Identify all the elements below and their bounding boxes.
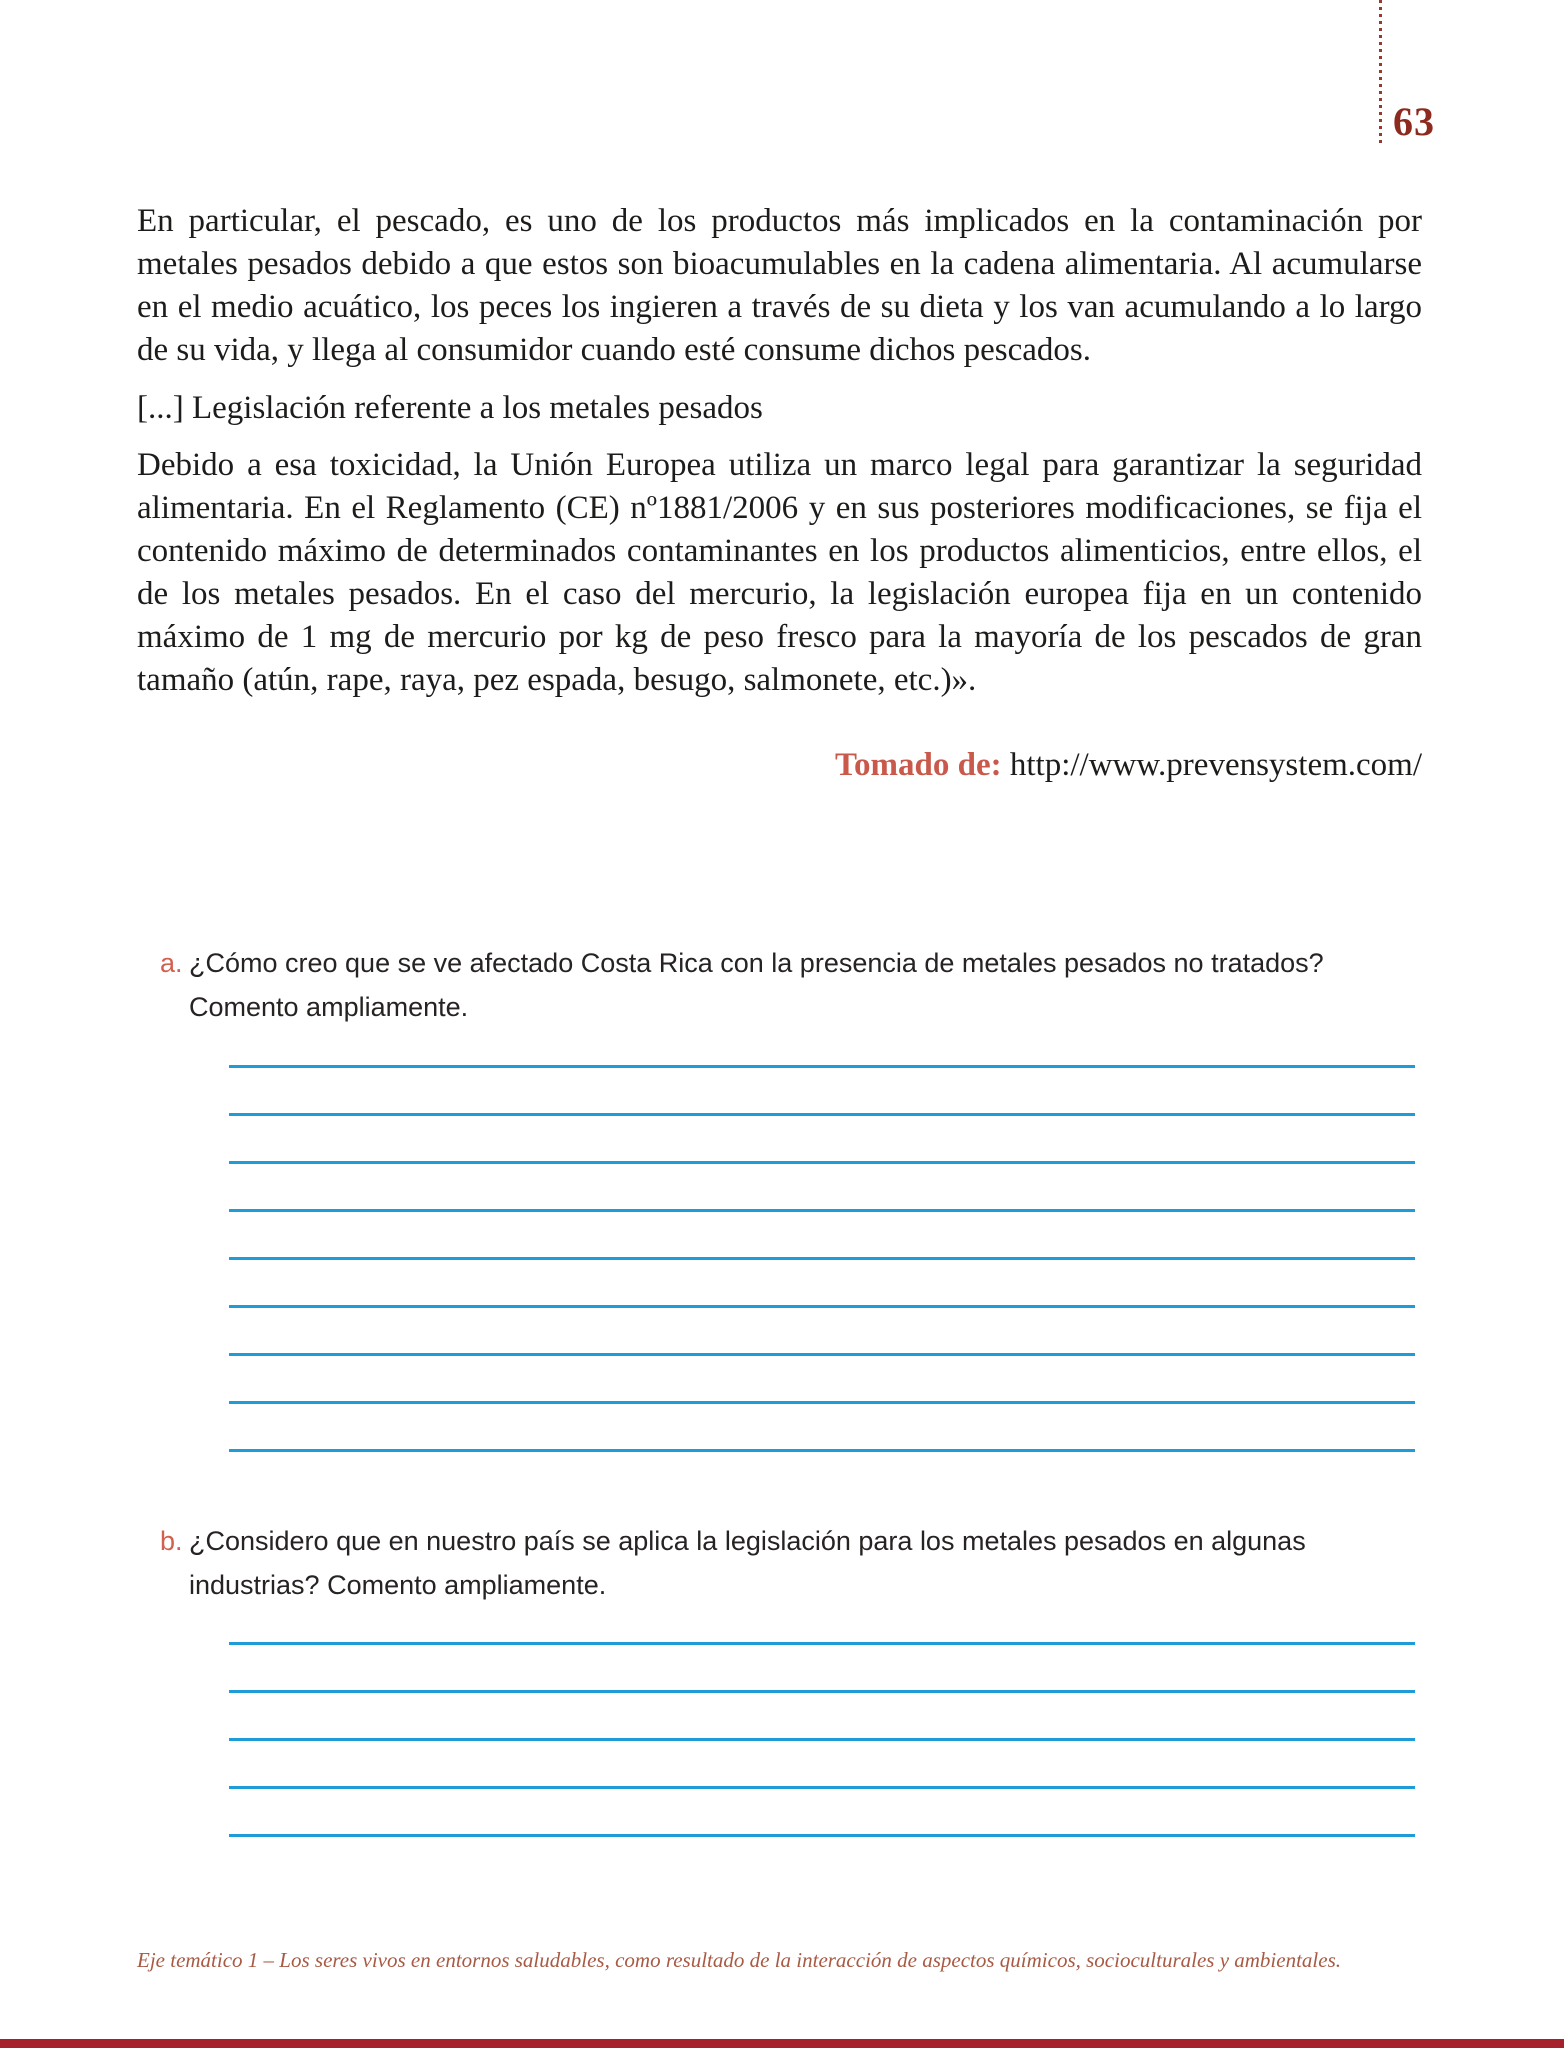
- answer-line: [229, 1212, 1415, 1260]
- answer-line: [229, 1404, 1415, 1452]
- answer-lines-b: [229, 1597, 1415, 1837]
- answer-line: [229, 1020, 1415, 1068]
- source-attribution: [137, 744, 1422, 787]
- answer-line: [229, 1308, 1415, 1356]
- answer-line: [229, 1789, 1415, 1837]
- source-url-link[interactable]: http://www.prevensystem.com/: [1009, 747, 1422, 783]
- question-a-text: ¿Cómo creo que se ve afectado Costa Rica con la presencia de metales pesados no tratados? Comento ampliamente.: [189, 948, 1324, 1022]
- answer-line: [229, 1356, 1415, 1404]
- article-paragraph-2: Debido a esa toxicidad, la Unión Europea utiliza un marco legal para garantizar la seguridad alimentaria. En el Reglamento (CE) nº1881/2006 y en sus posteriores modificaciones, se fija el contenido máximo de determinados contaminantes en los productos alimenticios, entre ellos, el de los metales pesados. En el caso del mercurio, la legislación europea fija en un contenido máximo de 1 mg de mercurio por kg de peso fresco para la mayoría de los pescados de gran tamaño (atún, rape, raya, pez espada, besugo, salmonete, etc.)».: [137, 447, 1422, 698]
- question-b: [160, 1519, 1432, 1607]
- answer-line: [229, 1693, 1415, 1741]
- question-b-text: ¿Considero que en nuestro país se aplica la legislación para los metales pesados en algunas industrias? Comento ampliamente.: [189, 1526, 1306, 1600]
- answer-line: [229, 1645, 1415, 1693]
- answer-lines-a: [229, 1020, 1415, 1452]
- answer-line: [229, 1068, 1415, 1116]
- article-subheading: [...] Legislación referente a los metales pesados: [137, 390, 763, 426]
- question-b-letter: b.: [160, 1526, 183, 1556]
- question-a-letter: a.: [160, 948, 183, 978]
- answer-line: [229, 1597, 1415, 1645]
- page-number: 63: [1393, 99, 1435, 144]
- article-paragraph-1: En particular, el pescado, es uno de los productos más implicados en la contaminación por metales pesados debido a que estos son bioacumulables en la cadena alimentaria. Al acumularse en el medio acuático, los peces los ingieren a través de su dieta y los van acumulando a lo largo de su vida, y llega al consumidor cuando esté consume dichos pescados.: [137, 203, 1422, 368]
- article-body: [137, 200, 1422, 787]
- source-label: Tomado de:: [835, 747, 1002, 783]
- bottom-accent-bar: [0, 2039, 1564, 2048]
- page-number-dotted-divider: [1379, 0, 1382, 143]
- footer-theme-note: Eje temático 1 – Los seres vivos en entornos saludables, como resultado de la interacción de aspectos químicos, socioculturales y ambientales.: [137, 1948, 1342, 1972]
- answer-line: [229, 1116, 1415, 1164]
- answer-line: [229, 1741, 1415, 1789]
- answer-line: [229, 1260, 1415, 1308]
- question-a: [160, 941, 1432, 1029]
- answer-line: [229, 1164, 1415, 1212]
